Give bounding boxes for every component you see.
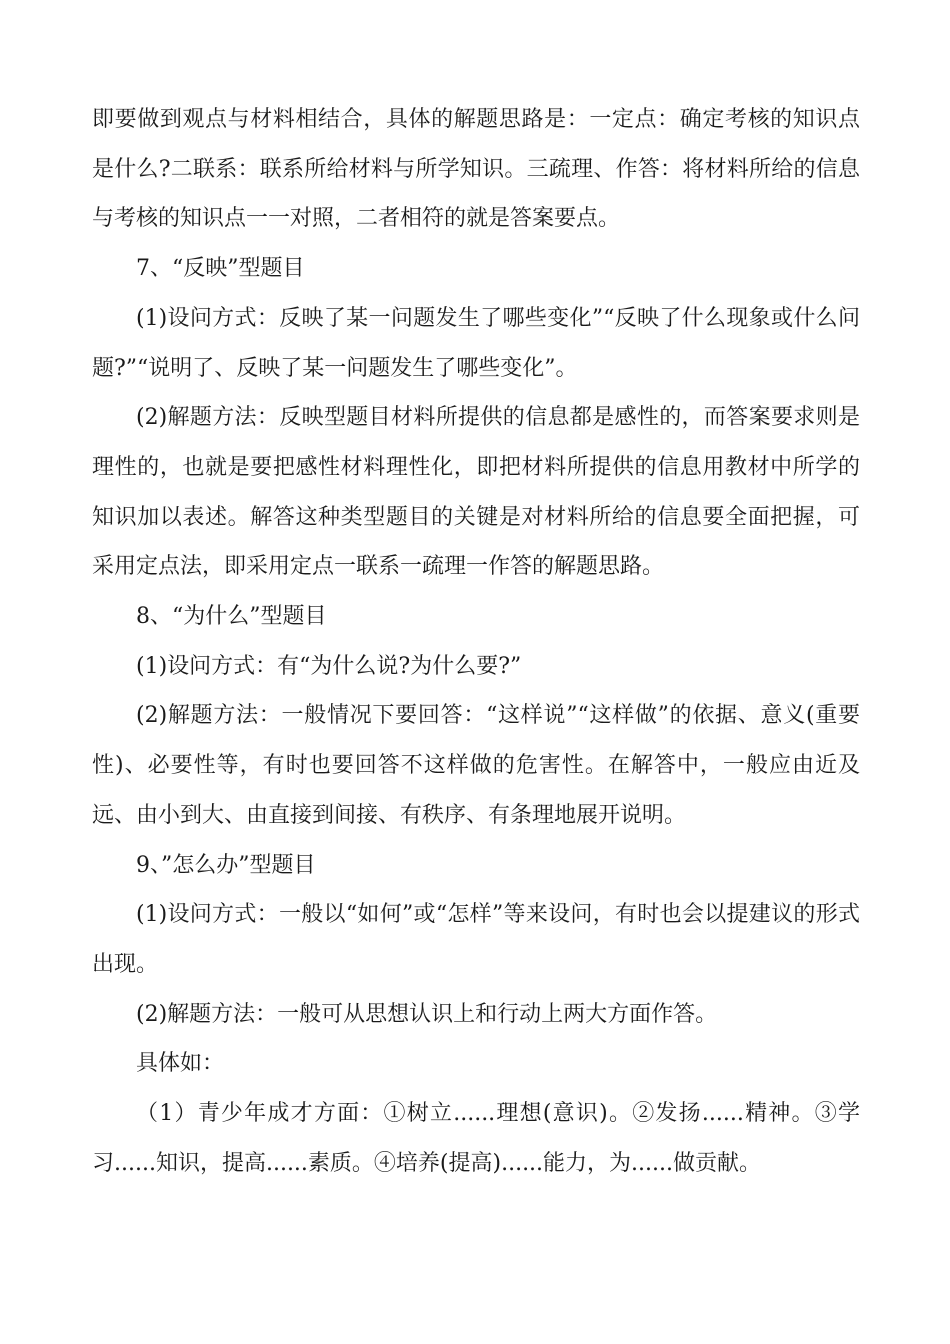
- paragraph-specifics-intro: 具体如：: [136, 1051, 225, 1077]
- section-heading-8: 8、“为什么”型题目: [136, 604, 327, 630]
- paragraph-answer-approach: 即要做到观点与材料相结合，具体的解题思路是：一定点：确定考核的知识点是什么?二联系：联系所给材料与所学知识。三疏理、作答：将材料所给的信息与考核的知识点一一对照，二者相符的就是答案要点。: [92, 107, 860, 232]
- section-heading-9: 9、”怎么办”型题目: [136, 852, 316, 878]
- paragraph-8-solution-method: (2)解题方法：一般情况下要回答：“这样说”“这样做”的依据、意义(重要性)、必要性等，有时也要回答不这样做的危害性。在解答中，一般应由近及远、由小到大、由直接到间接、有秩序、有条理地展开说明。: [92, 703, 860, 828]
- paragraph-7-solution-method: (2)解题方法：反映型题目材料所提供的信息都是感性的，而答案要求则是理性的，也就是要把感性材料理性化，即把材料所提供的信息用教材中所学的知识加以表述。解答这种类型题目的关键是对材料所给的信息要全面把握，可采用定点法，即采用定点一联系一疏理一作答的解题思路。: [92, 405, 860, 580]
- paragraph-8-question-style: (1)设问方式：有“为什么说?为什么要?”: [136, 653, 522, 679]
- paragraph-youth-growth: （1）青少年成才方面：①树立......理想(意识)。②发扬......精神。③学习......知识，提高......素质。④培养(提高)......能力，为......做贡献。: [92, 1101, 860, 1176]
- paragraph-9-solution-method: (2)解题方法：一般可从思想认识上和行动上两大方面作答。: [136, 1001, 718, 1027]
- paragraph-9-question-style: (1)设问方式：一般以“如何”或“怎样”等来设问，有时也会以提建议的形式出现。: [92, 902, 860, 977]
- document-body: [92, 95, 860, 1188]
- section-heading-7: 7、“反映”型题目: [136, 256, 305, 282]
- paragraph-7-question-style: (1)设问方式：反映了某一问题发生了哪些变化”“反映了什么现象或什么问题?”“说明了、反映了某一问题发生了哪些变化”。: [92, 305, 860, 381]
